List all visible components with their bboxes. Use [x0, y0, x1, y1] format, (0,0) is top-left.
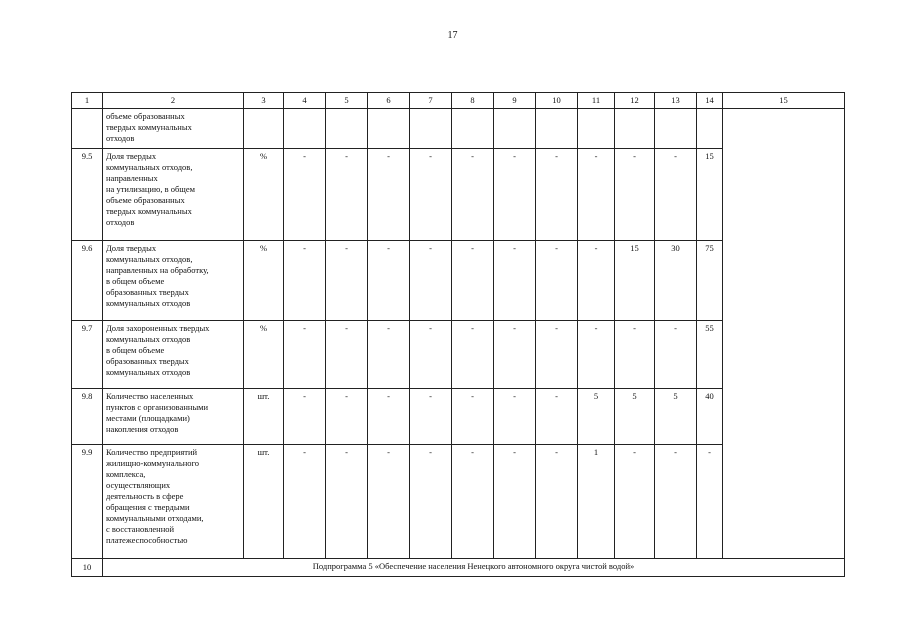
unit-cell: % [244, 241, 284, 321]
value-cell: 55 [697, 321, 723, 389]
unit-cell: шт. [244, 445, 284, 559]
table-row [72, 109, 845, 149]
value-cell: - [368, 149, 410, 241]
header-cell: 3 [244, 93, 284, 109]
value-cell: - [368, 321, 410, 389]
value-cell [655, 109, 697, 149]
value-cell: 5 [615, 389, 655, 445]
header-cell: 15 [723, 93, 845, 109]
value-cell: - [284, 149, 326, 241]
subprogram-row [72, 559, 845, 577]
value-cell: 15 [697, 149, 723, 241]
value-cell: - [326, 241, 368, 321]
header-cell: 11 [578, 93, 615, 109]
value-cell: - [368, 241, 410, 321]
unit-cell: шт. [244, 389, 284, 445]
unit-cell: % [244, 149, 284, 241]
value-cell: - [697, 445, 723, 559]
indicator-name: Доля захороненных твердых коммунальных отходов в общем объеме образованных твердых коммунальных отходов [103, 321, 244, 389]
value-cell: - [536, 241, 578, 321]
header-cell: 5 [326, 93, 368, 109]
value-cell: - [284, 321, 326, 389]
value-cell: - [326, 445, 368, 559]
value-cell: - [368, 445, 410, 559]
value-cell: - [410, 321, 452, 389]
value-cell: - [536, 321, 578, 389]
row-number: 9.8 [72, 389, 103, 445]
subprogram-number: 10 [72, 559, 103, 577]
header-row [72, 93, 845, 109]
value-cell: - [326, 389, 368, 445]
value-cell: - [410, 149, 452, 241]
value-cell: - [452, 241, 494, 321]
value-cell [615, 109, 655, 149]
row-number: 9.6 [72, 241, 103, 321]
value-cell: - [368, 389, 410, 445]
header-cell: 6 [368, 93, 410, 109]
value-cell: - [326, 149, 368, 241]
value-cell: - [410, 241, 452, 321]
value-cell: 75 [697, 241, 723, 321]
value-cell: - [655, 445, 697, 559]
value-cell: 5 [655, 389, 697, 445]
header-cell: 4 [284, 93, 326, 109]
column-15-cell [723, 109, 845, 559]
value-cell: - [284, 445, 326, 559]
value-cell: - [410, 389, 452, 445]
value-cell: - [536, 149, 578, 241]
indicator-name: Доля твердых коммунальных отходов, направленных на утилизацию, в общем объеме образованных твердых коммунальных отходов [103, 149, 244, 241]
unit-cell: % [244, 321, 284, 389]
indicator-name: Количество населенных пунктов с организованными местами (площадками) накопления отходов [103, 389, 244, 445]
value-cell [536, 109, 578, 149]
header-cell: 10 [536, 93, 578, 109]
value-cell: - [615, 321, 655, 389]
header-cell: 1 [72, 93, 103, 109]
unit-cell [244, 109, 284, 149]
value-cell: - [452, 445, 494, 559]
value-cell [368, 109, 410, 149]
value-cell: - [578, 321, 615, 389]
value-cell [284, 109, 326, 149]
value-cell: - [578, 149, 615, 241]
row-number: 9.5 [72, 149, 103, 241]
header-cell: 7 [410, 93, 452, 109]
value-cell: 1 [578, 445, 615, 559]
value-cell: - [536, 389, 578, 445]
value-cell [494, 109, 536, 149]
value-cell: - [615, 445, 655, 559]
value-cell: - [452, 389, 494, 445]
value-cell: - [284, 241, 326, 321]
indicators-table [71, 92, 845, 577]
row-number: 9.9 [72, 445, 103, 559]
value-cell: - [452, 149, 494, 241]
value-cell: - [284, 389, 326, 445]
row-number: 9.7 [72, 321, 103, 389]
header-cell: 13 [655, 93, 697, 109]
value-cell: - [410, 445, 452, 559]
value-cell [326, 109, 368, 149]
value-cell [697, 109, 723, 149]
value-cell: - [578, 241, 615, 321]
header-cell: 8 [452, 93, 494, 109]
header-cell: 14 [697, 93, 723, 109]
subprogram-title: Подпрограмма 5 «Обеспечение населения Ненецкого автономного округа чистой водой» [103, 559, 845, 577]
value-cell: - [655, 149, 697, 241]
header-cell: 2 [103, 93, 244, 109]
indicator-name: Доля твердых коммунальных отходов, направленных на обработку, в общем объеме образованных твердых коммунальных отходов [103, 241, 244, 321]
value-cell: - [494, 389, 536, 445]
value-cell [578, 109, 615, 149]
value-cell [452, 109, 494, 149]
value-cell: - [494, 321, 536, 389]
value-cell: - [494, 149, 536, 241]
page-number: 17 [447, 30, 458, 41]
value-cell: - [655, 321, 697, 389]
row-number [72, 109, 103, 149]
value-cell: - [494, 241, 536, 321]
value-cell [410, 109, 452, 149]
indicator-name: объеме образованных твердых коммунальных отходов [103, 109, 244, 149]
value-cell: - [326, 321, 368, 389]
value-cell: - [615, 149, 655, 241]
header-cell: 12 [615, 93, 655, 109]
value-cell: 15 [615, 241, 655, 321]
value-cell: - [452, 321, 494, 389]
value-cell: - [536, 445, 578, 559]
value-cell: 40 [697, 389, 723, 445]
value-cell: - [494, 445, 536, 559]
header-cell: 9 [494, 93, 536, 109]
value-cell: 30 [655, 241, 697, 321]
indicator-name: Количество предприятий жилищно-коммунального комплекса, осуществляющих деятельность в сфере обращения с твердыми коммунальными отходами, с восстановленной платежеспособностью [103, 445, 244, 559]
value-cell: 5 [578, 389, 615, 445]
